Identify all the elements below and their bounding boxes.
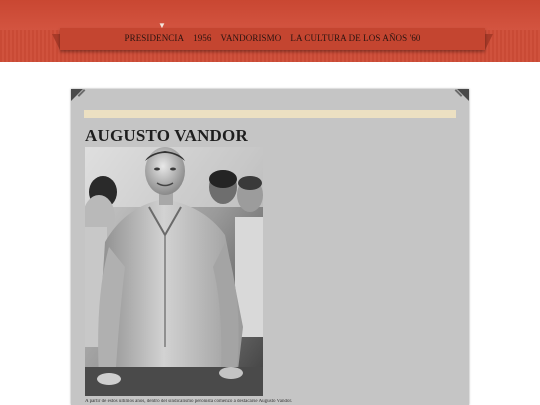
nav-item-presidencia[interactable]: PRESIDENCIA	[124, 33, 185, 43]
main-nav	[60, 33, 485, 47]
nav-item-vandorismo[interactable]: VANDORISMO	[220, 33, 282, 43]
photo-caption: A partir de estos últimos años, dentro del sindicalismo peronista comenzó a destacarse Augusto Vandor.	[85, 399, 293, 404]
nav-item-cultura-anos-60[interactable]: LA CULTURA DE LOS AÑOS '60	[290, 33, 421, 43]
ribbon-fold-left	[52, 34, 60, 50]
article-title: AUGUSTO VANDOR	[85, 126, 248, 145]
article-photo	[85, 147, 263, 396]
header-shade	[0, 0, 540, 30]
decorative-bar	[84, 110, 456, 118]
nav-item-1956[interactable]: 1956	[193, 33, 212, 43]
ribbon-fold-right	[485, 34, 493, 50]
current-nav-pointer-icon: ▼	[158, 21, 166, 30]
photo-illustration	[85, 147, 263, 396]
